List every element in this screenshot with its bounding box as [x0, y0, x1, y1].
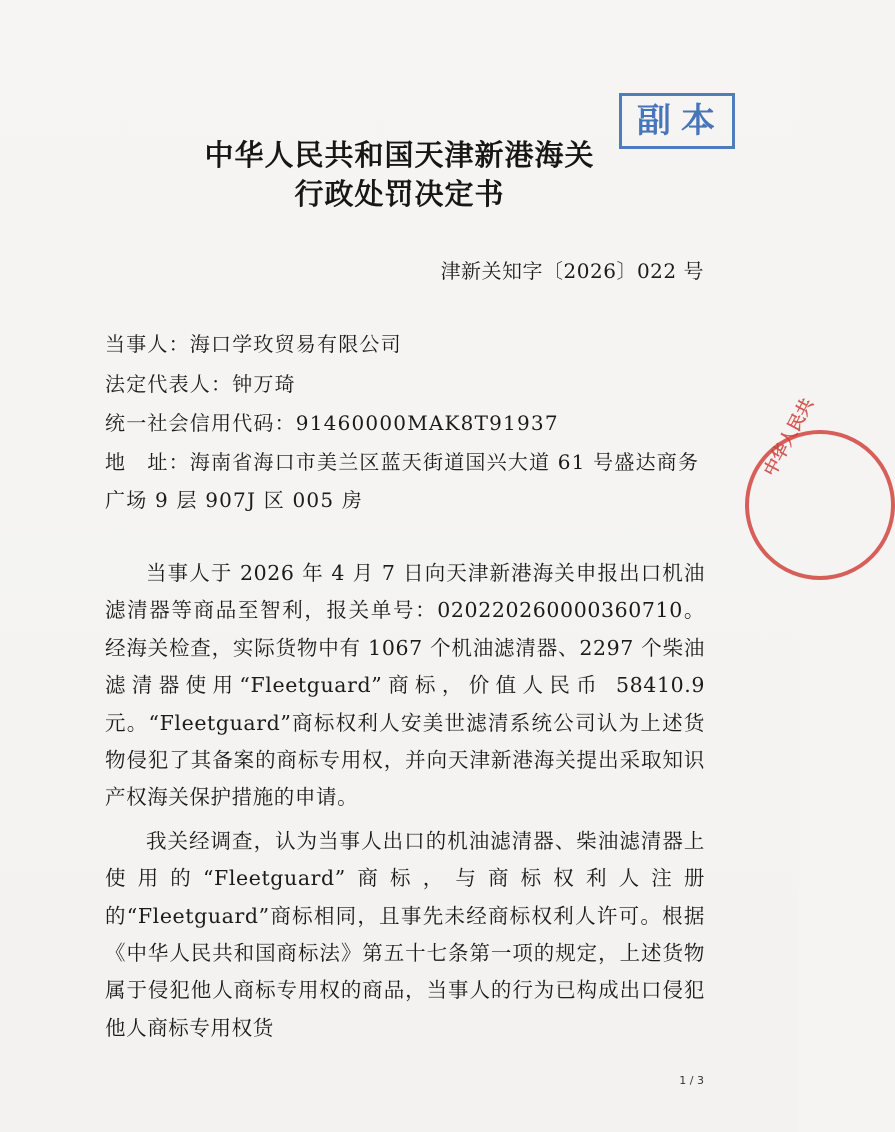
credit-code: 统一社会信用代码：91460000MAK8T91937 [105, 411, 559, 435]
document-number: 津新关知字〔2026〕022 号 [440, 259, 704, 283]
document-title-line2: 行政处罚决定书 [294, 177, 505, 211]
legal-representative: 法定代表人：钟万琦 [105, 372, 296, 396]
body-text [105, 555, 705, 1047]
page-number: 1 / 3 [679, 1074, 704, 1087]
address-line2: 广场 9 层 907J 区 005 房 [105, 488, 364, 512]
paragraph-1: 当事人于 2026 年 4 月 7 日向天津新港海关申报出口机油滤清器等商品至智利，报关单号：020220260000360710。经海关检查，实际货物中有 1067 个机油滤清器、2297 个柴油滤清器使用“Fleetguard”商标，价值人民币 58410.9 元。“Fleetguard”商标权利人安美世滤清系统公司认为上述货物侵犯了其备案的商标专用权，并向天津新港海关提出采取知识产权海关保护措施的申请。 [105, 561, 705, 810]
paragraph-2: 我关经调查，认为当事人出口的机油滤清器、柴油滤清器上使用的“Fleetguard”商标，与商标权利人注册的“Fleetguard”商标相同，且事先未经商标权利人许可。根据《中华人民共和国商标法》第五十七条第一项的规定，上述货物属于侵犯他人商标专用权的商品，当事人的行为已构成出口侵犯他人商标专用权货 [105, 828, 705, 1040]
official-seal-text: 中华人民共 [760, 395, 818, 480]
copy-stamp: 副本 [619, 93, 735, 149]
address-line1: 地 址：海南省海口市美兰区蓝天街道国兴大道 61 号盛达商务 [105, 450, 700, 474]
document-title-line1: 中华人民共和国天津新港海关 [204, 138, 595, 172]
party-name: 当事人：海口学玫贸易有限公司 [105, 332, 402, 356]
